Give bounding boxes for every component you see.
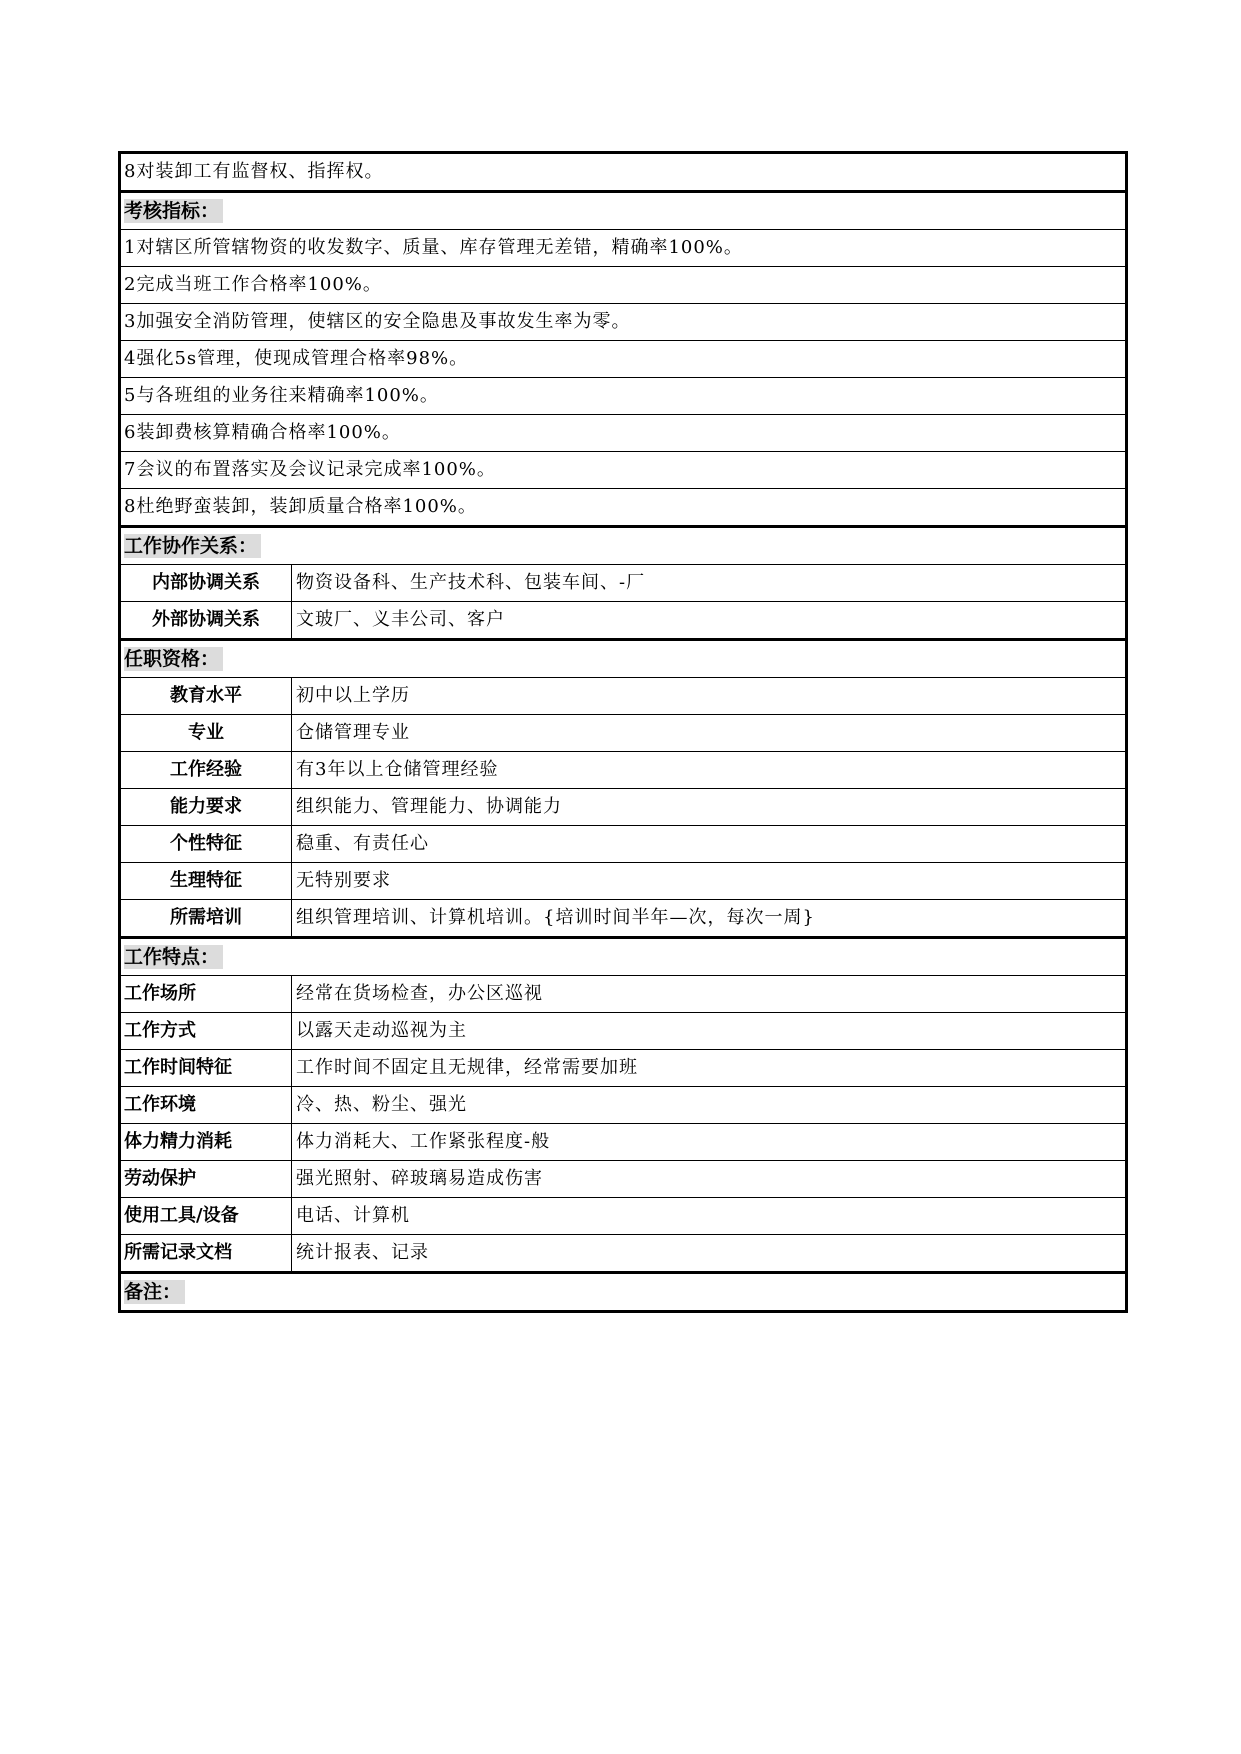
features-row [120,1198,1127,1235]
row-value: 以露天走动巡视为主 [292,1013,1127,1050]
row-label: 工作经验 [120,752,292,789]
row-value: 初中以上学历 [292,678,1127,715]
qualification-row [120,715,1127,752]
row-label: 劳动保护 [120,1161,292,1198]
features-row [120,1050,1127,1087]
row-value: 文玻厂、义丰公司、客户 [292,602,1127,640]
kpi-row [120,452,1127,489]
row-label: 体力精力消耗 [120,1124,292,1161]
row-value: 工作时间不固定且无规律，经常需要加班 [292,1050,1127,1087]
duty-item: 8对装卸工有监督权、指挥权。 [120,153,1127,192]
row-label: 使用工具/设备 [120,1198,292,1235]
features-section-cell [120,938,1127,976]
qualification-row [120,789,1127,826]
kpi-row [120,378,1127,415]
row-label: 工作方式 [120,1013,292,1050]
cooperation-section-cell [120,527,1127,565]
row-label: 外部协调关系 [120,602,292,640]
kpi-row [120,267,1127,304]
kpi-row [120,341,1127,378]
kpi-row [120,415,1127,452]
cooperation-row [120,602,1127,640]
cooperation-section-title: 工作协作关系： [124,534,261,558]
qualification-row [120,752,1127,789]
features-section-title: 工作特点： [124,945,223,969]
kpi-item: 1对辖区所管辖物资的收发数字、质量、库存管理无差错，精确率100%。 [120,230,1127,267]
qualification-row [120,863,1127,900]
row-label: 所需培训 [120,900,292,938]
row-label: 所需记录文档 [120,1235,292,1273]
row-value: 经常在货场检查，办公区巡视 [292,976,1127,1013]
duty-row [120,153,1127,192]
features-row [120,1124,1127,1161]
kpi-item: 3加强安全消防管理，使辖区的安全隐患及事故发生率为零。 [120,304,1127,341]
features-row [120,1235,1127,1273]
row-label: 生理特征 [120,863,292,900]
section-header-row [120,192,1127,230]
cooperation-row [120,565,1127,602]
remarks-section-cell [120,1273,1127,1312]
row-value: 冷、热、粉尘、强光 [292,1087,1127,1124]
qualification-row [120,678,1127,715]
features-row [120,1013,1127,1050]
row-label: 内部协调关系 [120,565,292,602]
qualification-row [120,826,1127,863]
row-value: 组织管理培训、计算机培训。{培训时间半年—次，每次一周} [292,900,1127,938]
row-label: 能力要求 [120,789,292,826]
row-value: 电话、计算机 [292,1198,1127,1235]
kpi-item: 4强化5s管理，使现成管理合格率98%。 [120,341,1127,378]
kpi-section-title: 考核指标： [124,199,223,223]
row-label: 工作环境 [120,1087,292,1124]
kpi-item: 8杜绝野蛮装卸，装卸质量合格率100%。 [120,489,1127,527]
section-header-row [120,527,1127,565]
remarks-section-title: 备注： [124,1280,185,1304]
row-value: 强光照射、碎玻璃易造成伤害 [292,1161,1127,1198]
row-label: 工作场所 [120,976,292,1013]
kpi-row [120,304,1127,341]
kpi-item: 2完成当班工作合格率100%。 [120,267,1127,304]
row-value: 有3年以上仓储管理经验 [292,752,1127,789]
row-value: 无特别要求 [292,863,1127,900]
section-header-row [120,1273,1127,1312]
kpi-item: 6装卸费核算精确合格率100%。 [120,415,1127,452]
kpi-row [120,489,1127,527]
row-value: 仓储管理专业 [292,715,1127,752]
section-header-row [120,640,1127,678]
kpi-item: 7会议的布置落实及会议记录完成率100%。 [120,452,1127,489]
row-value: 稳重、有责任心 [292,826,1127,863]
row-label: 专业 [120,715,292,752]
section-header-row [120,938,1127,976]
features-row [120,1161,1127,1198]
qualification-section-cell [120,640,1127,678]
row-label: 教育水平 [120,678,292,715]
qualification-row [120,900,1127,938]
row-value: 组织能力、管理能力、协调能力 [292,789,1127,826]
kpi-row [120,230,1127,267]
row-value: 统计报表、记录 [292,1235,1127,1273]
kpi-section-cell [120,192,1127,230]
features-row [120,976,1127,1013]
job-description-table [118,151,1128,1313]
row-value: 物资设备科、生产技术科、包装车间、-厂 [292,565,1127,602]
features-row [120,1087,1127,1124]
kpi-item: 5与各班组的业务往来精确率100%。 [120,378,1127,415]
row-value: 体力消耗大、工作紧张程度-般 [292,1124,1127,1161]
qualification-section-title: 任职资格： [124,647,223,671]
row-label: 个性特征 [120,826,292,863]
row-label: 工作时间特征 [120,1050,292,1087]
